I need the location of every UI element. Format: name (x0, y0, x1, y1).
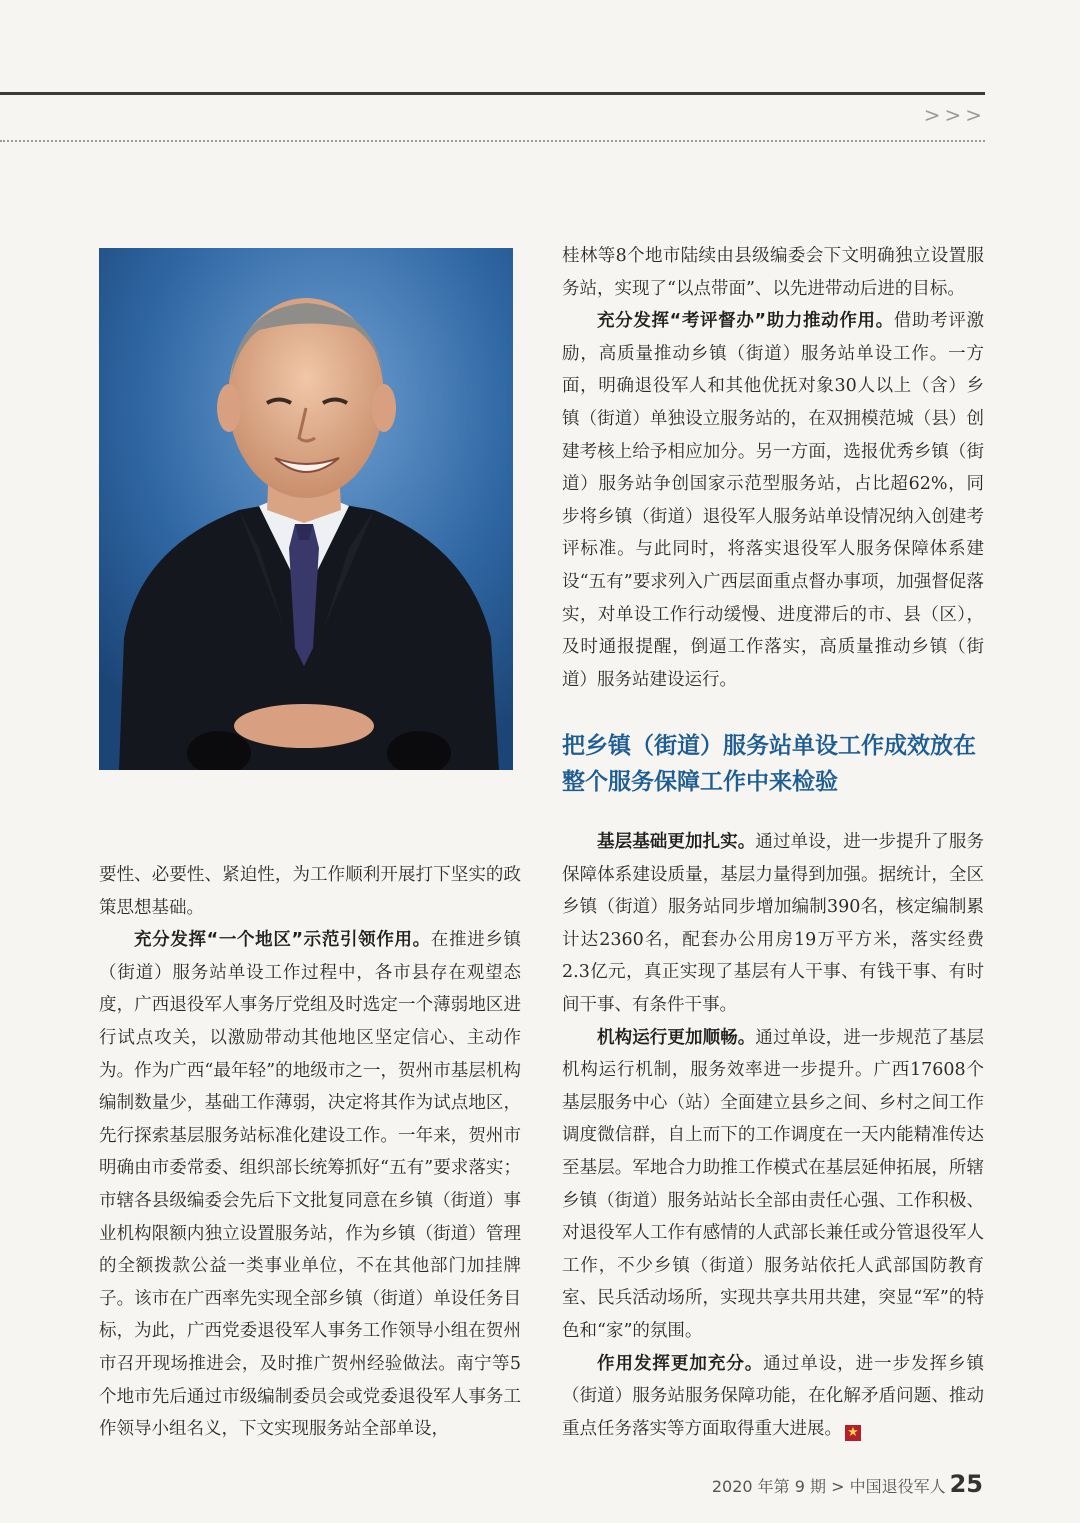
right-paragraph-5 (562, 1348, 984, 1446)
right-paragraph-5-body: 通过单设，进一步发挥乡镇（街道）服务站服务保障功能，在化解矛盾问题、推动重点任务落实等方面取得重大进展。 (562, 1353, 985, 1439)
header-dotted-rule (0, 140, 985, 142)
header-rule (0, 92, 985, 95)
right-paragraph-3-body: 通过单设，进一步提升了服务保障体系建设质量，基层力量得到加强。据统计，全区乡镇（街道）服务站同步增加编制390名，核定编制累计达2360名，配套办公用房19万平方米，落实经费2.3亿元，真正实现了基层有人干事、有钱干事、有时间干事、有条件干事。 (562, 832, 985, 1015)
right-paragraph-1: 桂林等8个地市陆续由县级编委会下文明确独立设置服务站，实现了“以点带面”、以先进带动后进的目标。 (562, 246, 984, 299)
page-number: 25 (949, 1470, 983, 1498)
right-paragraph-5-lead: 作用发挥更加充分。 (597, 1353, 764, 1374)
right-column-bottom (562, 826, 984, 1445)
right-paragraph-2-body: 借助考评激励，高质量推动乡镇（街道）服务站单设工作。一方面，明确退役军人和其他优抚对象30人以上（含）乡镇（街道）单独设立服务站的，在双拥模范城（县）创建考核上给予相应加分。另一方面，选报优秀乡镇（街道）服务站争创国家示范型服务站，占比超62%，同步将乡镇（街道）退役军人服务站单设情况纳入创建考评标准。与此同时，将落实退役军人服务保障体系建设“五有”要求列入广西层面重点督办事项，加强督促落实，对单设工作行动缓慢、进度滞后的市、县（区），及时通报提醒，倒逼工作落实，高质量推动乡镇（街道）服务站建设运行。 (562, 311, 984, 690)
right-column-top (562, 240, 984, 696)
right-paragraph-4 (562, 1022, 984, 1348)
page-footer (712, 1470, 983, 1498)
right-paragraph-4-lead: 机构运行更加顺畅。 (597, 1027, 756, 1048)
section-title: 把乡镇（街道）服务站单设工作成效放在整个服务保障工作中来检验 (562, 733, 976, 795)
footer-issue: 2020 年第 9 期 > 中国退役军人 (711, 1477, 946, 1496)
portrait-illustration (99, 248, 513, 770)
left-column (99, 859, 521, 1446)
header-chevrons: >>> (923, 103, 986, 127)
end-mark-icon: ★ (845, 1425, 861, 1441)
right-paragraph-4-body: 通过单设，进一步规范了基层机构运行机制，服务效率进一步提升。广西17608个基层服务中心（站）全面建立县乡之间、乡村之间工作调度微信群，自上而下的工作调度在一天内能精准传达至基层。军地合力助推工作模式在基层延伸拓展，所辖乡镇（街道）服务站站长全部由责任心强、工作积极、对退役军人工作有感情的人武部长兼任或分管退役军人工作，不少乡镇（街道）服务站依托人武部国防教育室、民兵活动场所，实现共享共用共建，突显“军”的特色和“家”的氛围。 (562, 1027, 985, 1341)
right-paragraph-2-lead: 充分发挥“考评督办”助力推动作用。 (597, 311, 894, 332)
portrait-photo (99, 248, 513, 770)
right-paragraph-2 (562, 305, 984, 696)
right-paragraph-3 (562, 826, 984, 1022)
left-paragraph-2-lead: 充分发挥“一个地区”示范引领作用。 (134, 930, 431, 951)
left-paragraph-2 (99, 924, 521, 1446)
left-paragraph-1: 要性、必要性、紧迫性，为工作顺利开展打下坚实的政策思想基础。 (99, 865, 521, 918)
right-paragraph-3-lead: 基层基础更加扎实。 (597, 832, 756, 852)
left-paragraph-2-body: 在推进乡镇（街道）服务站单设工作过程中，各市县存在观望态度，广西退役军人事务厅党组及时选定一个薄弱地区进行试点攻关，以激励带动其他地区坚定信心、主动作为。作为广西“最年轻”的地级市之一，贺州市基层机构编制数量少，基础工作薄弱，决定将其作为试点地区，先行探索基层服务站标准化建设工作。一年来，贺州市明确由市委常委、组织部长统筹抓好“五有”要求落实；市辖各县级编委会先后下文批复同意在乡镇（街道）事业机构限额内独立设置服务站，作为乡镇（街道）管理的全额拨款公益一类事业单位，不在其他部门加挂牌子。该市在广西率先实现全部乡镇（街道）单设任务目标，为此，广西党委退役军人事务工作领导小组在贺州市召开现场推进会，及时推广贺州经验做法。南宁等5个地市先后通过市级编制委员会或党委退役军人事务工作领导小组名义，下文实现服务站全部单设， (99, 930, 521, 1440)
